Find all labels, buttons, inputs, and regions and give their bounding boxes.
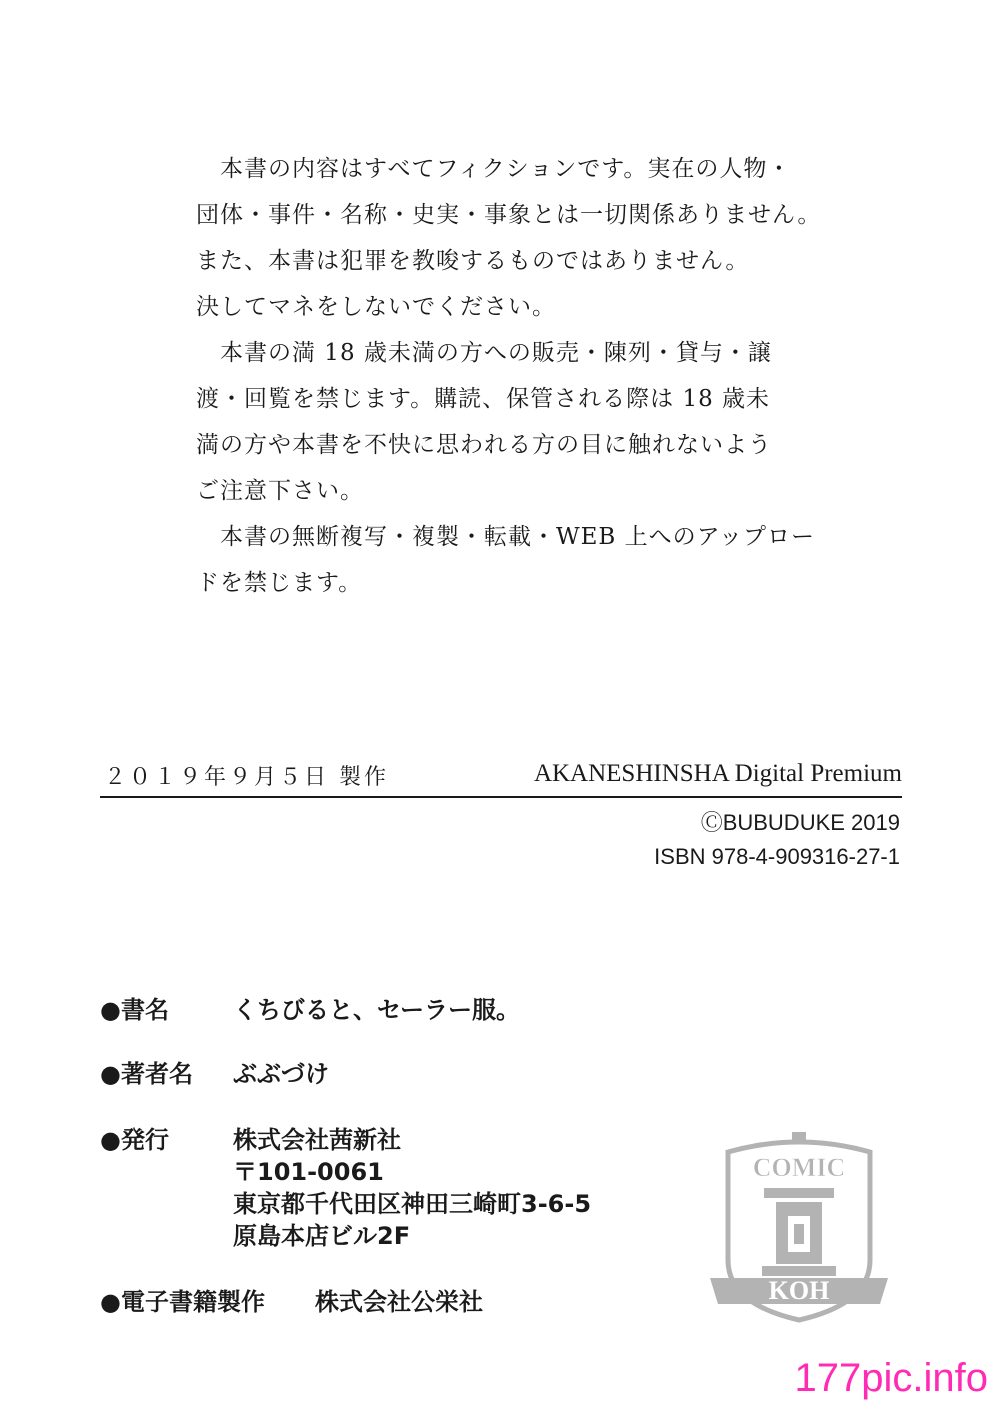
copyright-notice: ⒸBUBUDUKE 2019 (700, 810, 900, 835)
notice-line: 決してマネをしないでください。 (196, 294, 556, 320)
publisher-name: 株式会社茜新社 (233, 1126, 401, 1154)
ebook-production-label: ●電子書籍製作 (100, 1288, 265, 1316)
book-title-value: くちびると、セーラー服。 (233, 996, 521, 1024)
notice-line: 満の方や本書を不快に思われる方の目に触れないよう (196, 432, 772, 458)
publisher-building: 原島本店ビル2F (233, 1222, 411, 1250)
publisher-label: ●発行 (100, 1126, 169, 1154)
watermark-text: 177pic.info (794, 1356, 988, 1400)
comic-koh-logo (706, 1128, 892, 1324)
notice-line: ドを禁じます。 (196, 570, 363, 596)
notice-line: 渡・回覧を禁じます。購読、保管される際は 18 歳未 (196, 386, 771, 412)
notice-line: ご注意下さい。 (196, 478, 364, 504)
publisher-postal-code: 〒101-0061 (233, 1158, 384, 1186)
logo-bottom-text: KOH (768, 1276, 830, 1305)
publisher-address: 東京都千代田区神田三崎町3-6-5 (233, 1190, 592, 1218)
notice-line: 団体・事件・名称・史実・事象とは一切関係ありません。 (196, 202, 822, 228)
divider-rule (100, 796, 902, 798)
author-value: ぶぶづけ (233, 1060, 329, 1088)
notice-line: 本書の満 18 歳未満の方への販売・陳列・貸与・譲 (196, 340, 772, 366)
notice-line: また、本書は犯罪を教唆するものではありません。 (196, 248, 750, 274)
production-date: ２０１９年９月５日 製作 (104, 765, 389, 790)
ebook-production-value: 株式会社公栄社 (315, 1288, 483, 1316)
author-label: ●著者名 (100, 1060, 193, 1088)
notice-line: 本書の内容はすべてフィクションです。実在の人物・ (196, 156, 792, 182)
logo-top-text: COMIC (752, 1153, 846, 1182)
book-title-label: ●書名 (100, 996, 169, 1024)
isbn-number: ISBN 978-4-909316-27-1 (654, 844, 900, 869)
series-name: AKANESHINSHA Digital Premium (533, 760, 902, 787)
notice-line: 本書の無断複写・複製・転載・WEB 上へのアップロー (196, 524, 816, 550)
notice-text (196, 146, 822, 606)
